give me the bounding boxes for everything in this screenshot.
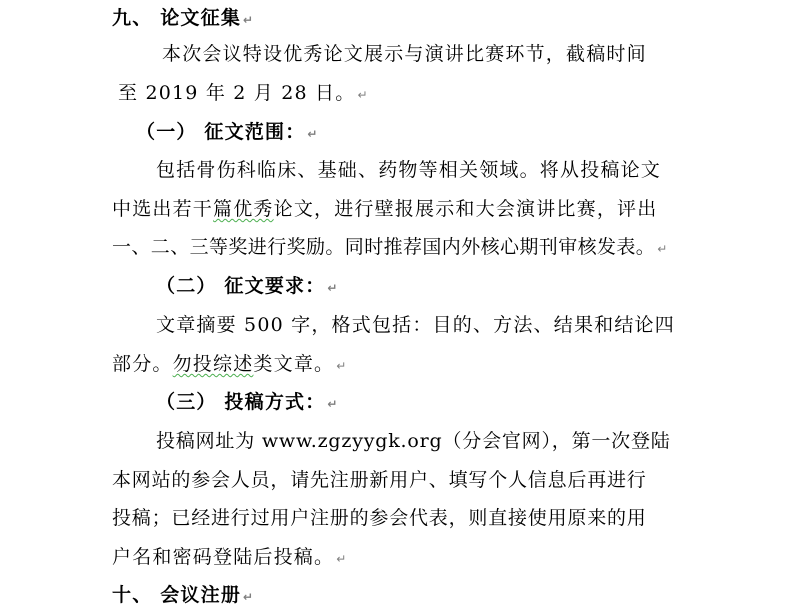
paragraph-mark-icon: ↵ [307, 127, 318, 141]
spellcheck-underline-text: 勿投综述 [172, 353, 254, 375]
scope-text-3: 一、二、三等奖进行奖励。同时推荐国内外核心期刊审核发表。 [112, 236, 656, 258]
paragraph-mark-icon: ↵ [657, 242, 668, 256]
paragraph-mark-icon: ↵ [336, 359, 347, 373]
section-9-title: 九、 论文征集 [112, 7, 242, 29]
scope-line-3 [112, 235, 667, 261]
intro-text-1: 本次会议特设优秀论文展示与演讲比赛环节，截稿时间 [162, 43, 647, 65]
requirements-line-2 [112, 352, 346, 378]
submission-text-1: 投稿网址为 www.zgzyygk.org（分会官网），第一次登陆 [156, 430, 671, 452]
submission-text-4: 户名和密码登陆后投稿。 [112, 546, 335, 568]
intro-line-2 [118, 81, 368, 107]
section-10-heading [112, 583, 253, 609]
requirements-text-2a: 部分。 [112, 353, 173, 375]
scope-text-2c: 论文，进行壁报展示和大会演讲比赛，评出 [273, 198, 658, 220]
submission-line-3 [112, 506, 647, 530]
scope-line-2 [112, 197, 657, 221]
paragraph-mark-icon: ↵ [243, 13, 254, 27]
submission-line-4 [112, 545, 346, 571]
submission-heading [156, 390, 337, 416]
section-9-heading [112, 6, 253, 32]
intro-text-2: 至 2019 年 2 月 28 日。 [118, 82, 356, 104]
paragraph-mark-icon: ↵ [357, 88, 368, 102]
requirements-text-2c: 类文章。 [253, 353, 335, 375]
scope-line-1 [156, 158, 661, 182]
requirements-heading-text: （二） 征文要求： [156, 275, 326, 297]
paragraph-mark-icon: ↵ [327, 281, 338, 295]
submission-text-3: 投稿；已经进行过用户注册的参会代表，则直接使用原来的用 [112, 507, 647, 529]
paragraph-mark-icon: ↵ [327, 397, 338, 411]
scope-heading [136, 120, 317, 146]
scope-text-2a: 中选出若干 [112, 198, 214, 220]
spellcheck-underline-text: 篇优秀 [213, 198, 274, 220]
paragraph-mark-icon: ↵ [243, 590, 254, 604]
requirements-text-1: 文章摘要 500 字，格式包括：目的、方法、结果和结论四 [156, 314, 675, 336]
intro-line-1 [162, 42, 647, 66]
requirements-heading [156, 274, 337, 300]
requirements-line-1 [156, 313, 675, 337]
paragraph-mark-icon: ↵ [336, 552, 347, 566]
submission-line-1 [156, 429, 671, 453]
submission-heading-text: （三） 投稿方式： [156, 391, 326, 413]
submission-line-2 [112, 468, 647, 492]
scope-heading-text: （一） 征文范围： [136, 121, 306, 143]
scope-text-1: 包括骨伤科临床、基础、药物等相关领域。将从投稿论文 [156, 159, 662, 181]
section-10-title: 十、 会议注册 [112, 584, 242, 606]
submission-text-2: 本网站的参会人员，请先注册新用户、填写个人信息后再进行 [112, 469, 647, 491]
